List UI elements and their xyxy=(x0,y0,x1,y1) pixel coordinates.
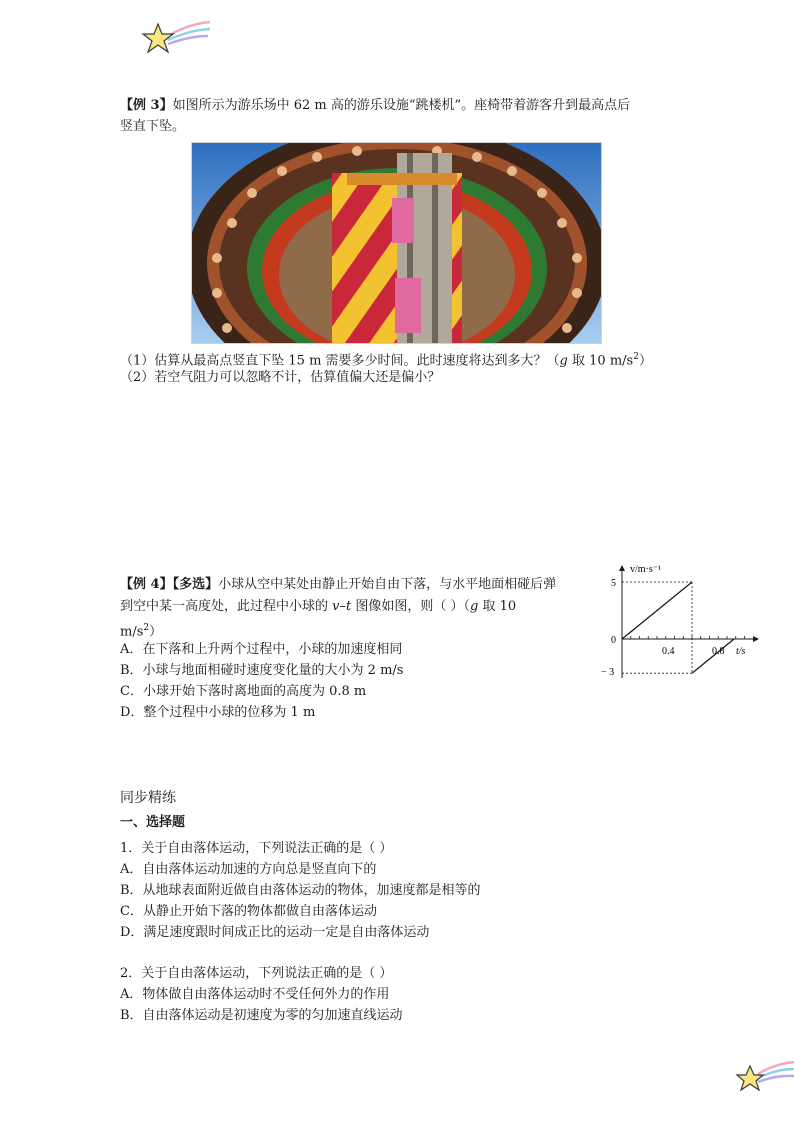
question-1: 1．关于自由落体运动，下列说法正确的是（ ） xyxy=(120,841,393,856)
y-axis-label: v/m·s⁻¹ xyxy=(630,564,662,575)
velocity-segment-1 xyxy=(622,582,692,639)
question-2-option-a: A．物体做自由落体运动时不受任何外力的作用 xyxy=(120,987,390,1002)
example-4-option-a: A．在下落和上升两个过程中，小球的加速度相同 xyxy=(120,642,403,657)
example-3-question-1: （1）估算从最高点竖直下坠 15 m 需要多少时间。此时速度将达到多大？（g 取 10 $m/s^2$） xyxy=(120,352,652,369)
section-heading: 一、选择题 xyxy=(120,815,186,830)
y-tick-label-5: 5 xyxy=(611,578,616,589)
shooting-star-icon xyxy=(734,1056,794,1096)
practice-title: 同步精练 xyxy=(120,790,176,806)
example-3-tag: 【例 3】 xyxy=(120,98,173,113)
example-4-tag: 【例 4】【多选】 xyxy=(120,577,219,592)
example-4-line-1: 【例 4】【多选】小球从空中某处由静止开始自由下落，与水平地面相碰后弹 xyxy=(120,577,557,592)
question-1-option-a: A．自由落体运动加速的方向总是竖直向下的 xyxy=(120,862,377,877)
x-tick-label-0-4: 0.4 xyxy=(662,646,675,657)
example-4-option-d: D．整个过程中小球的位移为 1 m xyxy=(120,705,316,720)
example-4-option-b: B．小球与地面相碰时速度变化量的大小为 2 m/s xyxy=(120,663,404,678)
question-2: 2．关于自由落体运动，下列说法正确的是（ ） xyxy=(120,966,393,981)
question-1-option-b: B．从地球表面附近做自由落体运动的物体，加速度都是相等的 xyxy=(120,883,481,898)
example-3-line-2: 竖直下坠。 xyxy=(120,119,186,134)
x-axis-label: t/s xyxy=(736,646,746,657)
example-4-line-3: $m/s^2$） xyxy=(120,623,163,640)
question-1-option-d: D．满足速度跟时间成正比的运动一定是自由落体运动 xyxy=(120,925,430,940)
example-3-line-1 xyxy=(120,96,630,116)
shooting-star-icon xyxy=(138,14,214,62)
example-4-line-2: 到空中某一高度处，此过程中小球的 v–t 图像如图，则（ ）（g 取 10 xyxy=(120,599,517,614)
y-tick-label-neg3: − 3 xyxy=(601,667,615,678)
x-tick-label-0-8: 0.8 xyxy=(712,646,725,657)
y-tick-label-0: 0 xyxy=(611,635,616,646)
example-4-option-c: C．小球开始下落时离地面的高度为 0.8 m xyxy=(120,684,367,699)
velocity-time-graph xyxy=(596,558,766,686)
drop-tower-photo xyxy=(191,142,602,344)
question-2-option-b: B．自由落体运动是初速度为零的匀加速直线运动 xyxy=(120,1008,403,1023)
example-3-question-2: （2）若空气阻力可以忽略不计，估算值偏大还是偏小？ xyxy=(120,370,441,385)
example-3-text-1: 如图所示为游乐场中 62 m 高的游乐设施“跳楼机”。座椅带着游客升到最高点后 xyxy=(172,98,631,113)
question-1-option-c: C．从静止开始下落的物体都做自由落体运动 xyxy=(120,904,377,919)
